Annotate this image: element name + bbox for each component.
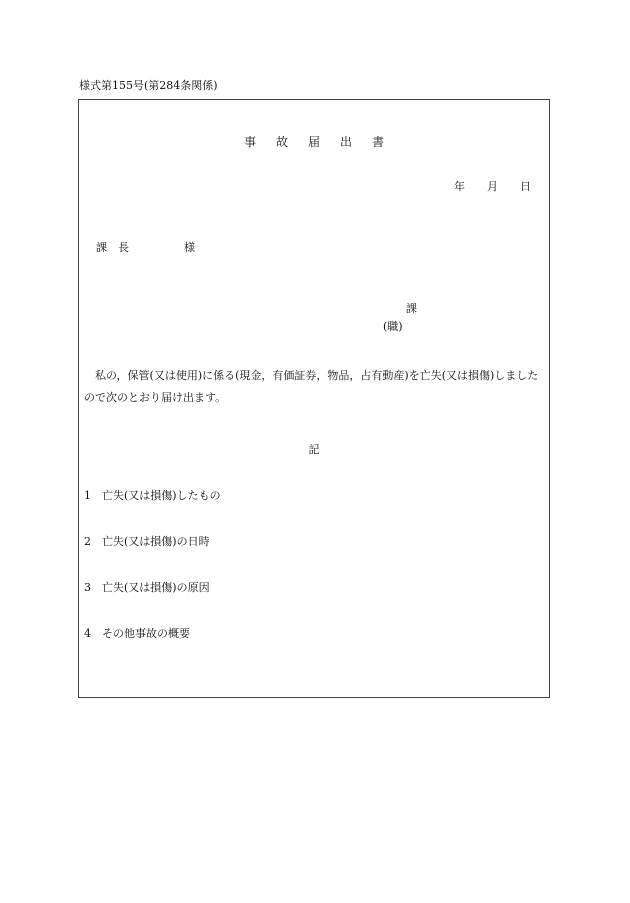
ki-heading: 記 [308, 443, 320, 456]
addressee: 課 長 様 [96, 241, 195, 254]
sender-position: (職) [383, 320, 403, 333]
form-frame [78, 99, 550, 698]
item-label: 亡失(又は損傷)の日時 [102, 535, 210, 548]
item-label: その他事故の概要 [102, 627, 190, 640]
item-number: 3 [84, 581, 91, 594]
item-label: 亡失(又は損傷)したもの [102, 489, 221, 502]
list-item [84, 581, 210, 595]
item-number: 1 [84, 489, 91, 502]
list-item [84, 627, 190, 641]
item-number: 4 [84, 627, 91, 640]
list-item [84, 489, 221, 503]
declaration-text: 私の，保管(又は使用)に係る(現金，有価証券，物品，占有動産)を亡失(又は損傷)しましたので次のとおり届け出ます。 [84, 369, 539, 404]
item-number: 2 [84, 535, 91, 548]
date-line: 年 月 日 [454, 180, 531, 193]
list-item [84, 535, 210, 549]
form-id: 様式第155号(第284条関係) [79, 79, 218, 92]
item-label: 亡失(又は損傷)の原因 [102, 581, 210, 594]
sender-department: 課 [406, 302, 417, 315]
page-title: 事故届出書 [243, 135, 404, 149]
